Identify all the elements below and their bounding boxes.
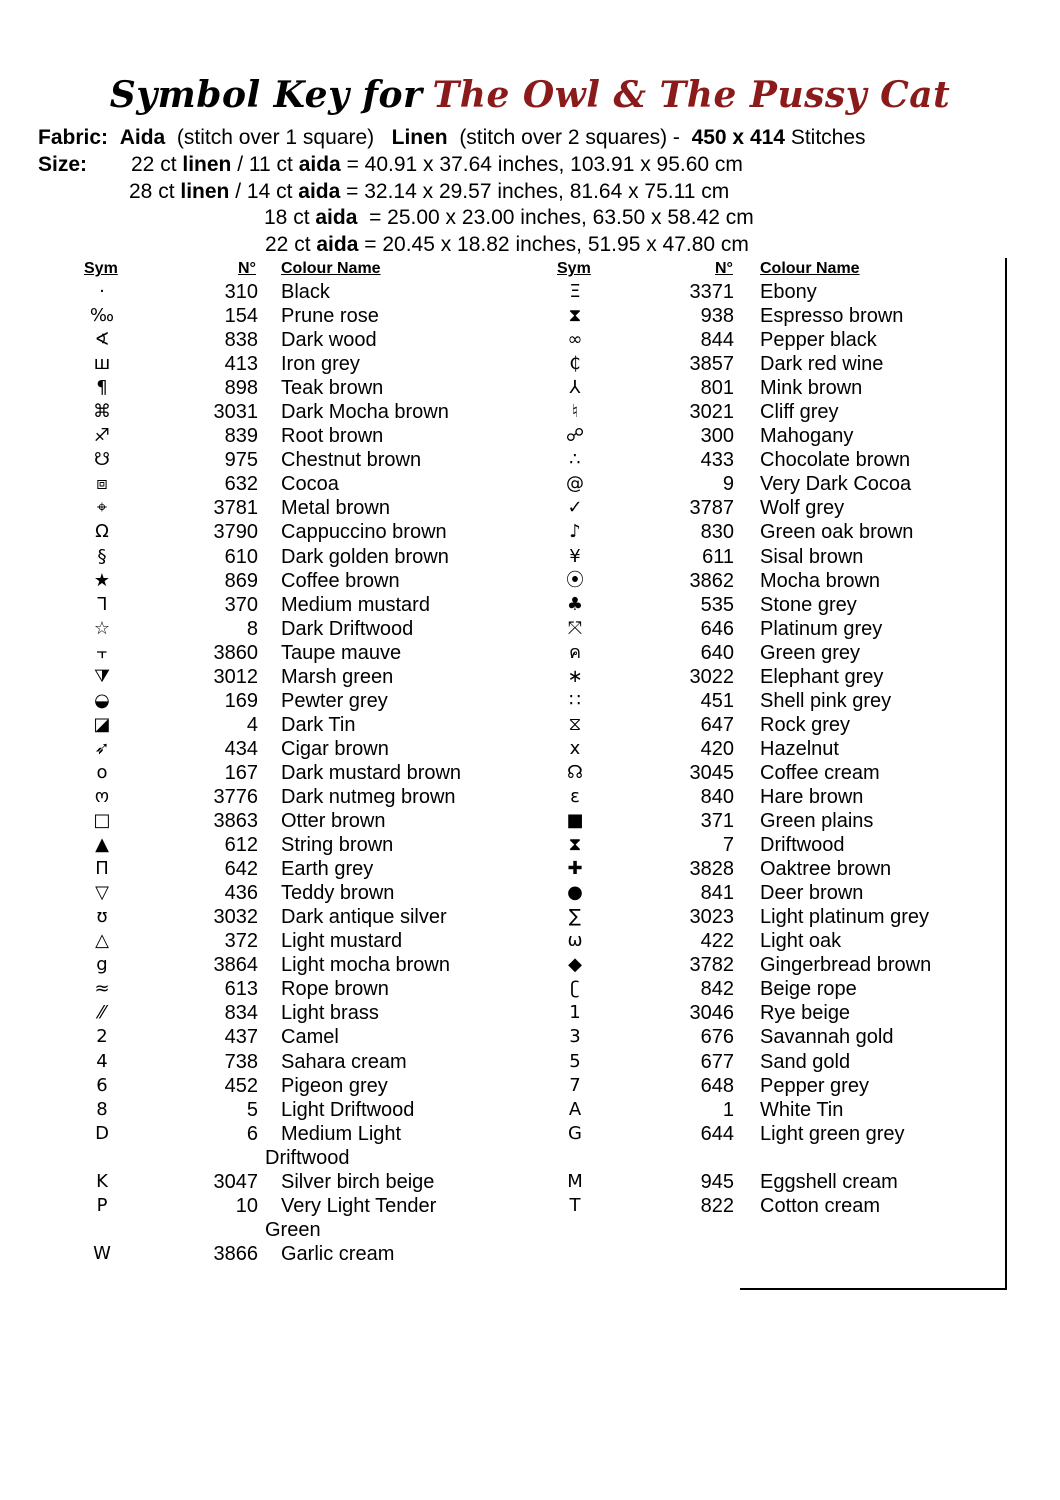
colour-name: Coffee cream	[760, 761, 880, 784]
thread-symbol: ◆	[568, 954, 582, 976]
dmc-number: 834	[224, 1002, 258, 1025]
dmc-number: 9	[722, 473, 734, 496]
header-num-left: N°	[238, 260, 256, 277]
size-label: Size:	[38, 153, 88, 176]
colour-name: Light platinum grey	[760, 906, 929, 929]
colour-name: Pepper black	[760, 329, 877, 352]
thread-symbol: ო	[94, 785, 110, 807]
colour-name: Stone grey	[760, 593, 857, 616]
dmc-number: 436	[224, 882, 258, 905]
colour-name: Green plains	[760, 810, 874, 833]
colour-name: Ebony	[760, 281, 817, 303]
colour-name: Elephant grey	[760, 665, 884, 688]
colour-name: Cocoa	[281, 473, 339, 496]
colour-name-continued: Driftwood	[265, 1146, 350, 1169]
dmc-number: 646	[700, 617, 734, 640]
thread-symbol: T	[569, 1194, 581, 1216]
thread-symbol: ⅄	[569, 377, 581, 399]
thread-symbol: x	[569, 737, 581, 759]
colour-name: Medium mustard	[281, 593, 430, 616]
thread-symbol: Π	[95, 858, 109, 880]
colour-name: Espresso brown	[760, 305, 904, 328]
thread-symbol: @	[566, 473, 584, 495]
thread-symbol: ш	[93, 353, 111, 375]
colour-name: White Tin	[760, 1098, 844, 1121]
colour-name: Metal brown	[281, 497, 390, 520]
colour-name: Dark golden brown	[281, 545, 449, 568]
thread-symbol: ₵	[569, 353, 581, 375]
header-num-right: N°	[715, 260, 733, 277]
colour-name: Shell pink grey	[760, 689, 892, 712]
thread-symbol: P	[96, 1194, 108, 1216]
dmc-number: 437	[224, 1026, 258, 1049]
dmc-number: 613	[224, 978, 258, 1001]
dmc-number: 535	[700, 593, 734, 616]
colour-name: Silver birch beige	[281, 1170, 435, 1193]
title-pattern-name: The Owl & The Pussy Cat	[432, 74, 951, 116]
thread-symbol: ▽	[95, 882, 109, 904]
thread-symbol: ‰	[89, 305, 115, 327]
colour-name: Light mustard	[281, 930, 403, 953]
thread-symbol: ☆	[93, 617, 111, 639]
thread-symbol: ▲	[95, 834, 109, 856]
dmc-number: 10	[235, 1194, 258, 1217]
thread-symbol: K	[96, 1170, 108, 1192]
colour-name: Cigar brown	[281, 737, 389, 760]
dmc-number: 3781	[213, 497, 258, 520]
dmc-number: 3862	[689, 569, 734, 592]
stitch-count: 450 x 414	[691, 126, 785, 149]
dmc-number: 822	[700, 1194, 734, 1217]
thread-symbol: ⁄⁄	[98, 1002, 105, 1024]
dmc-number: 1	[722, 1098, 734, 1121]
thread-symbol: Ω	[95, 521, 109, 543]
dmc-number: 3864	[213, 954, 258, 977]
size-line: 22 ct linen / 11 ct aida = 40.91 x 37.64 inches, 103.91 x 95.60 cm	[131, 153, 743, 176]
colour-name: Light oak	[760, 930, 842, 953]
colour-name: Chestnut brown	[281, 449, 422, 472]
thread-symbol: G	[568, 1122, 582, 1144]
dmc-number: 838	[224, 329, 258, 352]
thread-symbol: ➶	[94, 737, 110, 759]
dmc-number: 3371	[689, 281, 734, 303]
colour-name: Rock grey	[760, 713, 851, 736]
colour-name: Rope brown	[281, 978, 389, 1001]
thread-symbol: ♣	[566, 593, 584, 615]
colour-name: Rye beige	[760, 1002, 851, 1025]
dmc-number: 7	[722, 834, 734, 857]
colour-name: Pigeon grey	[281, 1074, 388, 1097]
thread-symbol: ◒	[94, 689, 110, 711]
dmc-number: 839	[224, 425, 258, 448]
colour-name: Very Dark Cocoa	[760, 473, 912, 496]
colour-name: Teddy brown	[281, 882, 395, 905]
colour-name: Mahogany	[760, 425, 854, 448]
thread-symbol: ค	[568, 641, 582, 663]
thread-symbol: ✓	[567, 497, 583, 519]
thread-symbol: ∑	[568, 906, 582, 928]
colour-name: Medium Light	[281, 1122, 402, 1145]
dmc-number: 3787	[689, 497, 734, 520]
thread-symbol: ★	[93, 569, 111, 591]
colour-name: String brown	[281, 834, 394, 857]
thread-symbol: ☊	[567, 761, 583, 783]
thread-symbol: o	[96, 761, 108, 783]
thread-symbol: ⌘	[93, 401, 111, 423]
dmc-number: 844	[700, 329, 734, 352]
dmc-number: 413	[224, 353, 258, 376]
dmc-number: 370	[224, 593, 258, 616]
dmc-number: 3863	[213, 810, 258, 833]
dmc-number: 610	[224, 545, 258, 568]
colour-name: Otter brown	[281, 810, 386, 833]
thread-symbol: ⧗	[568, 305, 582, 327]
thread-symbol: ⦿	[566, 569, 584, 591]
page-title	[0, 74, 1060, 116]
thread-symbol: W	[93, 1242, 111, 1264]
thread-symbol: ∞	[567, 329, 583, 351]
colour-name: Earth grey	[281, 858, 374, 881]
fabric-line	[38, 126, 866, 150]
dmc-number: 167	[224, 761, 258, 784]
dmc-number: 3790	[213, 521, 258, 544]
thread-symbol: 4	[96, 1050, 108, 1072]
colour-name: Dark red wine	[760, 353, 884, 376]
colour-name: Root brown	[281, 425, 384, 448]
colour-name: Black	[281, 281, 330, 303]
thread-symbol: △	[95, 930, 109, 952]
colour-name: Dark Driftwood	[281, 617, 414, 640]
dmc-number: 801	[700, 377, 734, 400]
dmc-number: 8	[246, 617, 258, 640]
thread-symbol: 7	[569, 1074, 581, 1096]
size-line: 18 ct aida = 25.00 x 23.00 inches, 63.50 x 58.42 cm	[264, 206, 754, 229]
dmc-number: 842	[700, 978, 734, 1001]
thread-symbol: ʗ	[570, 978, 580, 1000]
colour-name: Savannah gold	[760, 1026, 894, 1049]
dmc-number: 945	[700, 1170, 734, 1193]
colour-name: Platinum grey	[760, 617, 883, 640]
dmc-number: 433	[700, 449, 734, 472]
colour-name: Dark mustard brown	[281, 761, 462, 784]
dmc-number: 3828	[689, 858, 734, 881]
colour-name: Mocha brown	[760, 569, 881, 592]
colour-name: Dark Tin	[281, 713, 356, 736]
colour-name: Deer brown	[760, 882, 864, 905]
colour-name: Light green grey	[760, 1122, 905, 1145]
thread-symbol: ♐	[93, 425, 111, 447]
colour-name: Light Driftwood	[281, 1098, 415, 1121]
dmc-number: 154	[224, 305, 258, 328]
thread-symbol: 5	[569, 1050, 581, 1072]
colour-name: Teak brown	[281, 377, 384, 400]
colour-name: Iron grey	[281, 353, 360, 376]
colour-name-continued: Green	[265, 1218, 321, 1241]
dmc-number: 640	[700, 641, 734, 664]
fabric-linen-note: (stitch over 2 squares) -	[459, 126, 680, 149]
dmc-number: 420	[700, 737, 734, 760]
dmc-number: 975	[224, 449, 258, 472]
colour-name: Green oak brown	[760, 521, 914, 544]
thread-symbol: ω	[567, 930, 583, 952]
dmc-number: 3860	[213, 641, 258, 664]
colour-name: Pepper grey	[760, 1074, 869, 1097]
colour-name: Camel	[281, 1026, 339, 1049]
dmc-number: 3032	[213, 906, 258, 929]
thread-symbol: ¥	[569, 545, 581, 567]
colour-name: Sisal brown	[760, 545, 864, 568]
dmc-number: 676	[700, 1026, 734, 1049]
thread-symbol: ∢	[94, 329, 110, 351]
dmc-number: 3047	[213, 1170, 258, 1193]
dmc-number: 3022	[689, 665, 734, 688]
thread-symbol: ⧖	[568, 713, 582, 735]
header-sym-right: Sym	[557, 260, 591, 277]
colour-name: Cotton cream	[760, 1194, 881, 1217]
dmc-number: 372	[224, 930, 258, 953]
thread-symbol: ¶	[96, 377, 108, 399]
colour-name: Dark antique silver	[281, 906, 447, 929]
dmc-number: 300	[700, 425, 734, 448]
header-sym-left: Sym	[84, 260, 118, 277]
size-line: 22 ct aida = 20.45 x 18.82 inches, 51.95 x 47.80 cm	[265, 233, 749, 256]
size-line: 28 ct linen / 14 ct aida = 32.14 x 29.57 inches, 81.64 x 75.11 cm	[129, 180, 730, 203]
thread-symbol: ∗	[567, 665, 583, 687]
dmc-number: 371	[700, 810, 734, 833]
colour-name: Dark nutmeg brown	[281, 785, 456, 808]
colour-name: Mink brown	[760, 377, 863, 400]
dmc-number: 452	[224, 1074, 258, 1097]
dmc-number: 3023	[689, 906, 734, 929]
colour-name: Light brass	[281, 1002, 379, 1025]
thread-symbol: ♮	[571, 401, 579, 423]
thread-symbol: ∴	[569, 449, 581, 471]
colour-name: Taupe mauve	[281, 641, 402, 664]
thread-symbol: 6	[96, 1074, 108, 1096]
thread-symbol: ⫟	[96, 641, 108, 663]
dmc-number: 310	[224, 281, 258, 303]
dmc-number: 3046	[689, 1002, 734, 1025]
thread-symbol: D	[95, 1122, 109, 1144]
colour-name: Hare brown	[760, 785, 864, 808]
colour-name: Light mocha brown	[281, 954, 450, 977]
colour-name: Coffee brown	[281, 569, 400, 592]
dmc-number: 451	[700, 689, 734, 712]
thread-symbol: 8	[96, 1098, 108, 1120]
dmc-number: 3021	[689, 401, 734, 424]
colour-name: Marsh green	[281, 665, 394, 688]
thread-symbol: ≈	[94, 978, 110, 1000]
thread-symbol: g	[96, 954, 108, 976]
thread-symbol: ∷	[569, 689, 581, 711]
thread-symbol: M	[567, 1170, 583, 1192]
fabric-aida-note: (stitch over 1 square)	[176, 126, 375, 149]
colour-name: Pewter grey	[281, 689, 388, 712]
thread-symbol: ʊ	[96, 906, 108, 928]
thread-symbol: §	[97, 545, 107, 567]
colour-name: Oaktree brown	[760, 858, 892, 881]
colour-name: Wolf grey	[760, 497, 845, 520]
thread-symbol: ⧗	[568, 834, 582, 856]
thread-symbol: Ξ	[569, 281, 581, 302]
thread-symbol: ⧩	[93, 665, 111, 687]
thread-symbol: □	[93, 810, 111, 832]
colour-name: Dark Mocha brown	[281, 401, 449, 424]
thread-symbol: A	[568, 1098, 582, 1120]
thread-symbol: ᒣ	[96, 593, 108, 615]
fabric-label: Fabric:	[38, 126, 109, 149]
thread-symbol: ⌖	[96, 497, 108, 519]
stitch-count-label: Stitches	[790, 126, 866, 149]
dmc-number: 3045	[689, 761, 734, 784]
thread-symbol: ⧈	[96, 473, 108, 495]
colour-name: Eggshell cream	[760, 1170, 898, 1193]
dmc-number: 169	[224, 689, 258, 712]
thread-symbol: 3	[569, 1026, 581, 1048]
dmc-number: 4	[246, 713, 258, 736]
colour-name: Sahara cream	[281, 1050, 407, 1073]
dmc-number: 677	[700, 1050, 734, 1073]
dmc-number: 3782	[689, 954, 734, 977]
thread-symbol: ☍	[565, 425, 585, 447]
thread-symbol: ♪	[569, 521, 581, 543]
dmc-number: 434	[224, 737, 258, 760]
colour-name: Cliff grey	[760, 401, 839, 424]
dmc-number: 841	[700, 882, 734, 905]
thread-symbol: ·	[99, 281, 105, 302]
dmc-number: 647	[700, 713, 734, 736]
colour-name: Gingerbread brown	[760, 954, 932, 977]
colour-name: Cappuccino brown	[281, 521, 447, 544]
colour-name: Prune rose	[281, 305, 379, 328]
dmc-number: 3031	[213, 401, 258, 424]
colour-name: Sand gold	[760, 1050, 851, 1073]
dmc-number: 3866	[213, 1242, 258, 1265]
colour-name: Hazelnut	[760, 737, 839, 760]
dmc-number: 3012	[213, 665, 258, 688]
thread-symbol: ■	[566, 810, 584, 832]
thread-symbol: ✚	[567, 858, 583, 880]
header-colour-name-right: Colour Name	[760, 260, 860, 277]
dmc-number: 422	[700, 930, 734, 953]
colour-name: Very Light Tender	[281, 1194, 437, 1217]
dmc-number: 869	[224, 569, 258, 592]
colour-name: Driftwood	[760, 834, 845, 857]
right-border-line	[1005, 258, 1007, 1290]
dmc-number: 3776	[213, 785, 258, 808]
colour-name: Green grey	[760, 641, 861, 664]
colour-name: Beige rope	[760, 978, 857, 1001]
colour-name: Chocolate brown	[760, 449, 911, 472]
dmc-number: 6	[246, 1122, 258, 1145]
bottom-border-line	[740, 1288, 1007, 1290]
dmc-number: 5	[246, 1098, 258, 1121]
dmc-number: 738	[224, 1050, 258, 1073]
fabric-aida: Aida	[119, 126, 166, 149]
dmc-number: 644	[700, 1122, 734, 1145]
header-colour-name-left: Colour Name	[281, 260, 381, 277]
dmc-number: 938	[700, 305, 734, 328]
dmc-number: 612	[224, 834, 258, 857]
dmc-number: 642	[224, 858, 258, 881]
dmc-number: 898	[224, 377, 258, 400]
dmc-number: 3857	[689, 353, 734, 376]
thread-symbol: ɛ	[570, 785, 580, 807]
dmc-number: 830	[700, 521, 734, 544]
fabric-linen: Linen	[391, 126, 448, 149]
thread-symbol: 2	[96, 1026, 108, 1048]
dmc-number: 840	[700, 785, 734, 808]
thread-symbol: ⤧	[567, 617, 583, 639]
title-prefix: Symbol Key for	[109, 74, 423, 116]
colour-name: Garlic cream	[281, 1242, 395, 1265]
thread-symbol: ●	[567, 882, 583, 904]
dmc-number: 632	[224, 473, 258, 496]
dmc-number: 648	[700, 1074, 734, 1097]
thread-symbol: ☋	[94, 449, 110, 471]
dmc-number: 611	[702, 545, 734, 568]
colour-name: Dark wood	[281, 329, 377, 352]
thread-symbol: 1	[569, 1002, 581, 1024]
thread-symbol: ◪	[93, 713, 111, 735]
